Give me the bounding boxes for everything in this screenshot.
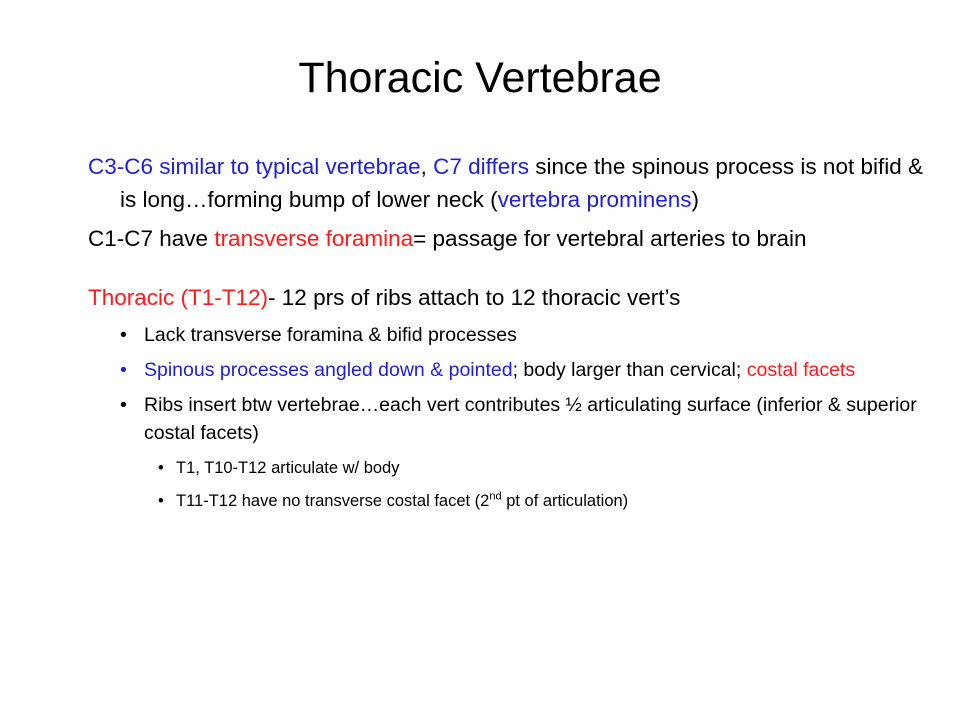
- highlight-spinous-processes: Spinous processes angled down & pointed: [144, 359, 513, 381]
- highlight-vertebra-prominens: vertebra prominens: [497, 187, 692, 212]
- text-segment: - 12 prs of ribs attach to 12 thoracic vert’s: [268, 285, 681, 310]
- highlight-c3-c6: C3-C6 similar to typical vertebrae: [88, 154, 421, 179]
- bullet-item: [120, 356, 928, 384]
- text-segment: ,: [420, 154, 434, 179]
- highlight-c7-differs: C7 differs: [433, 154, 530, 179]
- text-segment: C1-C7 have: [88, 226, 215, 251]
- sub-bullet-dot-icon: •: [158, 492, 164, 510]
- text-segment: = passage for vertebral arteries to brain: [413, 226, 807, 251]
- text-segment: ): [691, 187, 699, 212]
- bullet-item: [120, 391, 928, 447]
- highlight-thoracic-t1-t12: Thoracic (T1-T12): [88, 285, 269, 310]
- highlight-costal-facets: costal facets: [746, 359, 856, 381]
- paragraph-thoracic: [88, 281, 928, 314]
- superscript-nd: nd: [489, 490, 502, 503]
- sub-bullet-item: [158, 456, 928, 480]
- bullet-text: Lack transverse foramina & bifid processes: [144, 324, 517, 346]
- paragraph-cervical-c3-c7: [88, 150, 928, 216]
- slide-body: [88, 150, 928, 513]
- sub-bullet-text: T11-T12 have no transverse costal facet (2: [176, 492, 490, 510]
- bullet-text: ; body larger than cervical;: [512, 359, 747, 381]
- bullet-dot-icon: •: [120, 394, 127, 416]
- slide-title: Thoracic Vertebrae: [298, 54, 662, 102]
- sub-bullet-text: pt of articulation): [501, 492, 629, 510]
- text-segment: since the spinous process is not bifid & is long…forming bump of lower neck (: [120, 154, 923, 212]
- bullet-item: [120, 321, 928, 349]
- sub-bullet-dot-icon: •: [158, 459, 164, 477]
- sub-bullet-item: [158, 489, 928, 513]
- sub-bullet-text: T1, T10-T12 articulate w/ body: [176, 459, 400, 477]
- bullet-dot-icon: •: [120, 324, 127, 346]
- paragraph-transverse-foramina: [88, 222, 928, 255]
- highlight-transverse-foramina: transverse foramina: [214, 226, 414, 251]
- bullet-dot-icon: •: [120, 359, 127, 381]
- bullet-text: Ribs insert btw vertebrae…each vert contributes ½ articulating surface (inferior & superior costal facets): [144, 394, 917, 444]
